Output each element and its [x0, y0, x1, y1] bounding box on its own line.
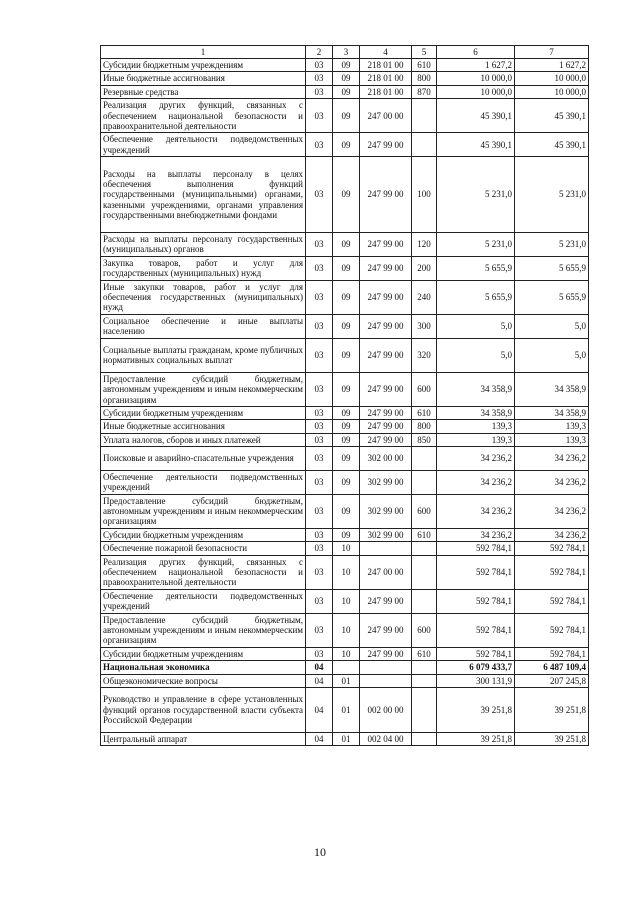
target-article-cell: 247 99 00	[360, 613, 412, 647]
subsection-code-cell: 09	[333, 157, 360, 233]
target-article-cell: 247 99 00	[360, 406, 412, 419]
amount-year1-cell: 592 784,1	[437, 613, 515, 647]
expense-type-cell: 610	[412, 59, 437, 72]
table-row	[101, 647, 589, 660]
amount-year1-cell: 300 131,9	[437, 674, 515, 687]
target-article-cell: 002 04 00	[360, 732, 412, 745]
subsection-code-cell: 09	[333, 256, 360, 280]
subsection-code-cell: 09	[333, 133, 360, 157]
table-row	[101, 256, 589, 280]
header-cell: 6	[437, 46, 515, 59]
amount-year2-cell: 5,0	[515, 314, 589, 338]
expense-type-cell: 610	[412, 406, 437, 419]
target-article-cell: 247 00 00	[360, 99, 412, 133]
amount-year1-cell: 5 231,0	[437, 232, 515, 256]
header-cell: 4	[360, 46, 412, 59]
subsection-code-cell	[333, 661, 360, 674]
section-code-cell: 03	[306, 72, 333, 85]
amount-year1-cell: 5,0	[437, 338, 515, 372]
table-row	[101, 494, 589, 528]
table-row	[101, 99, 589, 133]
amount-year2-cell: 592 784,1	[515, 613, 589, 647]
amount-year2-cell: 5 231,0	[515, 232, 589, 256]
expense-type-cell: 610	[412, 647, 437, 660]
subsection-code-cell: 09	[333, 447, 360, 471]
expense-type-cell	[412, 555, 437, 589]
row-name-cell: Иные бюджетные ассигнования	[101, 72, 306, 85]
target-article-cell: 247 99 00	[360, 589, 412, 613]
header-cell: 3	[333, 46, 360, 59]
amount-year2-cell: 139,3	[515, 433, 589, 446]
amount-year2-cell: 39 251,8	[515, 732, 589, 745]
expense-type-cell: 240	[412, 280, 437, 314]
section-code-cell: 03	[306, 647, 333, 660]
amount-year1-cell: 39 251,8	[437, 732, 515, 745]
header-cell: 2	[306, 46, 333, 59]
row-name-cell: Центральный аппарат	[101, 732, 306, 745]
target-article-cell: 218 01 00	[360, 85, 412, 98]
amount-year2-cell: 6 487 109,4	[515, 661, 589, 674]
row-name-cell: Обеспечение пожарной безопасности	[101, 542, 306, 555]
section-code-cell: 04	[306, 674, 333, 687]
subsection-code-cell: 01	[333, 674, 360, 687]
budget-table	[100, 45, 589, 746]
budget-table-body	[101, 46, 589, 746]
amount-year1-cell: 5 655,9	[437, 256, 515, 280]
target-article-cell: 247 99 00	[360, 133, 412, 157]
subsection-code-cell: 09	[333, 420, 360, 433]
subsection-code-cell: 09	[333, 280, 360, 314]
target-article-cell: 302 99 00	[360, 494, 412, 528]
amount-year2-cell: 10 000,0	[515, 85, 589, 98]
row-name-cell: Обеспечение деятельности подведомственных учреждений	[101, 589, 306, 613]
subsection-code-cell: 01	[333, 732, 360, 745]
row-name-cell: Субсидии бюджетным учреждениям	[101, 59, 306, 72]
amount-year2-cell: 34 236,2	[515, 494, 589, 528]
amount-year1-cell: 592 784,1	[437, 589, 515, 613]
section-code-cell: 04	[306, 732, 333, 745]
header-cell: 1	[101, 46, 306, 59]
table-row	[101, 280, 589, 314]
expense-type-cell: 100	[412, 157, 437, 233]
target-article-cell: 247 99 00	[360, 372, 412, 406]
amount-year1-cell: 5 231,0	[437, 157, 515, 233]
amount-year1-cell: 592 784,1	[437, 542, 515, 555]
amount-year2-cell: 34 236,2	[515, 470, 589, 494]
expense-type-cell: 120	[412, 232, 437, 256]
subsection-code-cell: 09	[333, 232, 360, 256]
section-code-cell: 04	[306, 661, 333, 674]
expense-type-cell	[412, 674, 437, 687]
section-code-cell: 03	[306, 338, 333, 372]
row-name-cell: Иные бюджетные ассигнования	[101, 420, 306, 433]
row-name-cell: Расходы на выплаты персоналу в целях обеспечения выполнения функций государственными (муниципальными) органами, казенными учреждениями, органами управления государственными внебюджетными фондами	[101, 157, 306, 233]
row-name-cell: Поисковые и аварийно-спасательные учреждения	[101, 447, 306, 471]
expense-type-cell	[412, 99, 437, 133]
subsection-code-cell: 10	[333, 589, 360, 613]
amount-year1-cell: 592 784,1	[437, 647, 515, 660]
subsection-code-cell: 09	[333, 99, 360, 133]
section-code-cell: 03	[306, 59, 333, 72]
expense-type-cell: 200	[412, 256, 437, 280]
subsection-code-cell: 10	[333, 555, 360, 589]
page-number: 10	[314, 845, 326, 859]
section-code-cell: 03	[306, 99, 333, 133]
table-row	[101, 59, 589, 72]
expense-type-cell	[412, 542, 437, 555]
amount-year1-cell: 39 251,8	[437, 687, 515, 732]
subsection-code-cell: 01	[333, 687, 360, 732]
amount-year1-cell: 34 358,9	[437, 406, 515, 419]
amount-year1-cell: 6 079 433,7	[437, 661, 515, 674]
table-row	[101, 232, 589, 256]
section-code-cell: 03	[306, 85, 333, 98]
section-code-cell: 03	[306, 447, 333, 471]
amount-year2-cell: 34 358,9	[515, 406, 589, 419]
row-name-cell: Субсидии бюджетным учреждениям	[101, 528, 306, 541]
target-article-cell: 302 99 00	[360, 528, 412, 541]
expense-type-cell	[412, 687, 437, 732]
amount-year2-cell: 10 000,0	[515, 72, 589, 85]
table-row	[101, 555, 589, 589]
row-name-cell: Реализация других функций, связанных с обеспечением национальной безопасности и правоохранительной деятельности	[101, 555, 306, 589]
expense-type-cell: 300	[412, 314, 437, 338]
section-code-cell: 03	[306, 157, 333, 233]
target-article-cell: 247 99 00	[360, 280, 412, 314]
section-code-cell: 04	[306, 687, 333, 732]
table-row	[101, 406, 589, 419]
amount-year2-cell: 45 390,1	[515, 99, 589, 133]
amount-year2-cell: 34 236,2	[515, 447, 589, 471]
row-name-cell: Субсидии бюджетным учреждениям	[101, 647, 306, 660]
expense-type-cell	[412, 589, 437, 613]
target-article-cell: 247 99 00	[360, 232, 412, 256]
subsection-code-cell: 09	[333, 433, 360, 446]
target-article-cell	[360, 542, 412, 555]
expense-type-cell: 600	[412, 494, 437, 528]
amount-year1-cell: 34 358,9	[437, 372, 515, 406]
table-row	[101, 157, 589, 233]
expense-type-cell	[412, 661, 437, 674]
expense-type-cell: 850	[412, 433, 437, 446]
amount-year2-cell: 592 784,1	[515, 542, 589, 555]
subsection-code-cell: 09	[333, 470, 360, 494]
target-article-cell: 218 01 00	[360, 59, 412, 72]
row-name-cell: Национальная экономика	[101, 661, 306, 674]
amount-year1-cell: 34 236,2	[437, 470, 515, 494]
row-name-cell: Обеспечение деятельности подведомственных учреждений	[101, 133, 306, 157]
amount-year2-cell: 139,3	[515, 420, 589, 433]
row-name-cell: Предоставление субсидий бюджетным, автономным учреждениям и иным некоммерческим организациям	[101, 613, 306, 647]
amount-year2-cell: 592 784,1	[515, 647, 589, 660]
amount-year2-cell: 207 245,8	[515, 674, 589, 687]
amount-year2-cell: 592 784,1	[515, 555, 589, 589]
section-code-cell: 03	[306, 542, 333, 555]
table-row	[101, 470, 589, 494]
expense-type-cell: 320	[412, 338, 437, 372]
section-code-cell: 03	[306, 613, 333, 647]
amount-year2-cell: 34 358,9	[515, 372, 589, 406]
section-code-cell: 03	[306, 494, 333, 528]
target-article-cell: 247 99 00	[360, 420, 412, 433]
section-code-cell: 03	[306, 232, 333, 256]
table-row	[101, 372, 589, 406]
target-article-cell: 302 00 00	[360, 447, 412, 471]
target-article-cell: 247 99 00	[360, 647, 412, 660]
table-row	[101, 674, 589, 687]
amount-year1-cell: 34 236,2	[437, 494, 515, 528]
subsection-code-cell: 09	[333, 85, 360, 98]
target-article-cell	[360, 674, 412, 687]
section-code-cell: 03	[306, 433, 333, 446]
expense-type-cell: 600	[412, 372, 437, 406]
target-article-cell: 218 01 00	[360, 72, 412, 85]
row-name-cell: Реализация других функций, связанных с обеспечением национальной безопасности и правоохранительной деятельности	[101, 99, 306, 133]
target-article-cell: 302 99 00	[360, 470, 412, 494]
expense-type-cell: 800	[412, 72, 437, 85]
row-name-cell: Руководство и управление в сфере установленных функций органов государственной власти субъекта Российской Федерации	[101, 687, 306, 732]
expense-type-cell: 870	[412, 85, 437, 98]
section-code-cell: 03	[306, 420, 333, 433]
subsection-code-cell: 09	[333, 72, 360, 85]
section-code-cell: 03	[306, 528, 333, 541]
section-code-cell: 03	[306, 133, 333, 157]
subsection-code-cell: 09	[333, 372, 360, 406]
subsection-code-cell: 09	[333, 528, 360, 541]
amount-year1-cell: 34 236,2	[437, 528, 515, 541]
section-code-cell: 03	[306, 470, 333, 494]
amount-year2-cell: 5 655,9	[515, 280, 589, 314]
subsection-code-cell: 09	[333, 314, 360, 338]
table-row	[101, 420, 589, 433]
expense-type-cell	[412, 470, 437, 494]
table-header-row	[101, 46, 589, 59]
target-article-cell: 247 99 00	[360, 338, 412, 372]
table-row	[101, 613, 589, 647]
section-code-cell: 03	[306, 555, 333, 589]
subsection-code-cell: 10	[333, 647, 360, 660]
section-code-cell: 03	[306, 314, 333, 338]
table-row	[101, 661, 589, 674]
amount-year2-cell: 34 236,2	[515, 528, 589, 541]
row-name-cell: Закупка товаров, работ и услуг для государственных (муниципальных) нужд	[101, 256, 306, 280]
table-row	[101, 542, 589, 555]
amount-year1-cell: 5,0	[437, 314, 515, 338]
amount-year2-cell: 1 627,2	[515, 59, 589, 72]
expense-type-cell: 600	[412, 613, 437, 647]
table-row	[101, 338, 589, 372]
row-name-cell: Предоставление субсидий бюджетным, автономным учреждениям и иным некоммерческим организациям	[101, 372, 306, 406]
target-article-cell: 247 99 00	[360, 157, 412, 233]
amount-year2-cell: 5,0	[515, 338, 589, 372]
target-article-cell: 247 00 00	[360, 555, 412, 589]
section-code-cell: 03	[306, 256, 333, 280]
expense-type-cell	[412, 133, 437, 157]
row-name-cell: Общеэкономические вопросы	[101, 674, 306, 687]
target-article-cell: 247 99 00	[360, 256, 412, 280]
amount-year1-cell: 139,3	[437, 433, 515, 446]
amount-year1-cell: 45 390,1	[437, 99, 515, 133]
amount-year2-cell: 5 231,0	[515, 157, 589, 233]
table-row	[101, 85, 589, 98]
amount-year1-cell: 1 627,2	[437, 59, 515, 72]
expense-type-cell	[412, 732, 437, 745]
expense-type-cell: 800	[412, 420, 437, 433]
subsection-code-cell: 09	[333, 406, 360, 419]
table-row	[101, 589, 589, 613]
table-row	[101, 133, 589, 157]
row-name-cell: Расходы на выплаты персоналу государственных (муниципальных) органов	[101, 232, 306, 256]
amount-year1-cell: 10 000,0	[437, 85, 515, 98]
row-name-cell: Уплата налогов, сборов и иных платежей	[101, 433, 306, 446]
expense-type-cell: 610	[412, 528, 437, 541]
row-name-cell: Социальное обеспечение и иные выплаты населению	[101, 314, 306, 338]
row-name-cell: Социальные выплаты гражданам, кроме публичных нормативных социальных выплат	[101, 338, 306, 372]
target-article-cell	[360, 661, 412, 674]
amount-year2-cell: 592 784,1	[515, 589, 589, 613]
table-row	[101, 732, 589, 745]
subsection-code-cell: 10	[333, 542, 360, 555]
amount-year2-cell: 5 655,9	[515, 256, 589, 280]
row-name-cell: Резервные средства	[101, 85, 306, 98]
subsection-code-cell: 10	[333, 613, 360, 647]
amount-year1-cell: 10 000,0	[437, 72, 515, 85]
amount-year1-cell: 139,3	[437, 420, 515, 433]
expense-type-cell	[412, 447, 437, 471]
table-row	[101, 687, 589, 732]
header-cell: 5	[412, 46, 437, 59]
subsection-code-cell: 09	[333, 494, 360, 528]
table-row	[101, 528, 589, 541]
target-article-cell: 247 99 00	[360, 433, 412, 446]
table-row	[101, 433, 589, 446]
amount-year2-cell: 45 390,1	[515, 133, 589, 157]
section-code-cell: 03	[306, 406, 333, 419]
target-article-cell: 002 00 00	[360, 687, 412, 732]
row-name-cell: Обеспечение деятельности подведомственных учреждений	[101, 470, 306, 494]
section-code-cell: 03	[306, 589, 333, 613]
amount-year2-cell: 39 251,8	[515, 687, 589, 732]
subsection-code-cell: 09	[333, 338, 360, 372]
row-name-cell: Иные закупки товаров, работ и услуг для обеспечения государственных (муниципальных) нужд	[101, 280, 306, 314]
subsection-code-cell: 09	[333, 59, 360, 72]
amount-year1-cell: 5 655,9	[437, 280, 515, 314]
row-name-cell: Предоставление субсидий бюджетным, автономным учреждениям и иным некоммерческим организациям	[101, 494, 306, 528]
section-code-cell: 03	[306, 280, 333, 314]
table-row	[101, 72, 589, 85]
amount-year1-cell: 45 390,1	[437, 133, 515, 157]
row-name-cell: Субсидии бюджетным учреждениям	[101, 406, 306, 419]
table-row	[101, 314, 589, 338]
amount-year1-cell: 34 236,2	[437, 447, 515, 471]
header-cell: 7	[515, 46, 589, 59]
amount-year1-cell: 592 784,1	[437, 555, 515, 589]
target-article-cell: 247 99 00	[360, 314, 412, 338]
section-code-cell: 03	[306, 372, 333, 406]
table-row	[101, 447, 589, 471]
